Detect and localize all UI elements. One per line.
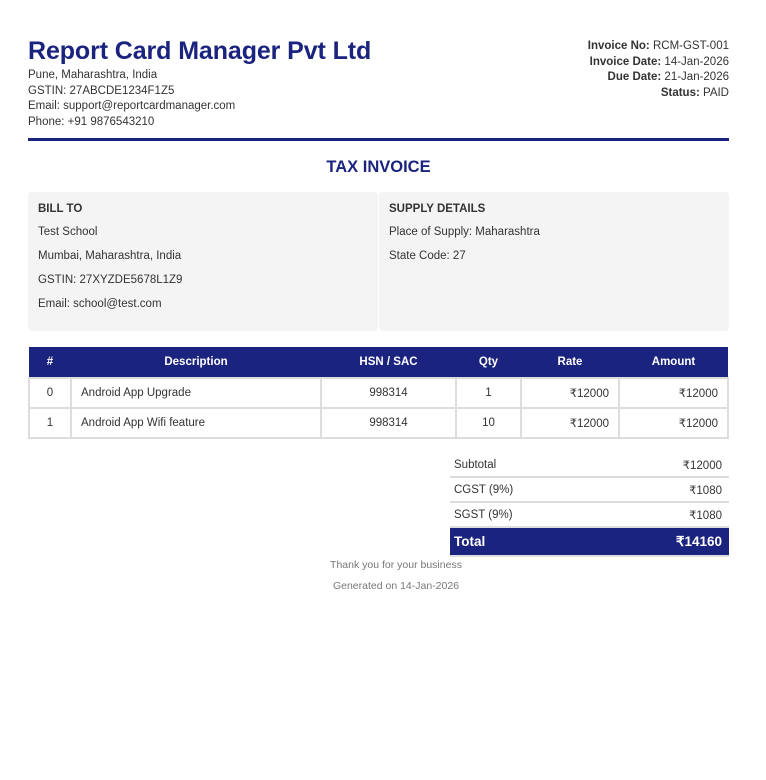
invoice-date <box>588 55 729 71</box>
company-name: Report Card Manager Pvt Ltd <box>28 37 372 65</box>
total-row <box>450 528 729 557</box>
col-index: # <box>29 347 71 378</box>
bill-to-gstin: GSTIN: 27XYZDE5678L1Z9 <box>38 274 183 286</box>
due-date <box>588 70 729 86</box>
invoice-date-label: Invoice Date: <box>589 55 662 68</box>
generated-date: Generated on 14-Jan-2026 <box>332 580 460 592</box>
company-info <box>28 68 235 130</box>
cell-description: Android App Upgrade <box>71 378 321 408</box>
invoice-header <box>28 0 729 141</box>
line-items-table <box>28 347 729 439</box>
subtotal-label: Subtotal <box>454 458 497 471</box>
invoice-number <box>588 39 729 55</box>
company-email: Email: support@reportcardmanager.com <box>28 100 236 112</box>
col-qty: Qty <box>456 347 521 378</box>
document-title: TAX INVOICE <box>326 158 431 176</box>
due-date-label: Due Date: <box>607 71 662 83</box>
supply-heading: SUPPLY DETAILS <box>389 203 486 215</box>
cell-rate: ₹12000 <box>521 378 619 408</box>
table-row <box>29 408 728 438</box>
col-hsn: HSN / SAC <box>321 347 456 378</box>
cell-amount: ₹12000 <box>619 378 728 408</box>
supply-details-panel <box>379 192 729 331</box>
status <box>588 86 729 102</box>
company-address: Pune, Maharashtra, India <box>28 69 158 81</box>
cgst-value: ₹1080 <box>689 484 722 497</box>
totals-summary <box>450 453 729 557</box>
cell-amount: ₹12000 <box>619 408 728 438</box>
invoice-number-label: Invoice No: <box>587 40 650 52</box>
table-row <box>29 378 728 408</box>
bill-to-address: Mumbai, Maharashtra, India <box>38 250 182 262</box>
party-details <box>28 192 729 331</box>
cgst-row <box>450 478 729 503</box>
col-amount: Amount <box>619 347 728 378</box>
place-of-supply: Place of Supply: Maharashtra <box>389 226 540 238</box>
cell-index: 0 <box>29 378 71 408</box>
cell-qty: 10 <box>456 408 521 438</box>
company-phone: Phone: +91 9876543210 <box>28 115 155 128</box>
cell-hsn: 998314 <box>321 408 456 438</box>
status-label: Status: <box>660 86 700 99</box>
col-rate: Rate <box>521 347 619 378</box>
due-date-value: 21-Jan-2026 <box>664 71 729 83</box>
cell-index: 1 <box>29 408 71 438</box>
sgst-row <box>450 503 729 528</box>
thank-you-note: Thank you for your business <box>330 559 462 571</box>
invoice-date-value: 14-Jan-2026 <box>664 55 729 68</box>
company-gstin: GSTIN: 27ABCDE1234F1Z5 <box>28 84 175 97</box>
state-code: State Code: 27 <box>389 250 466 262</box>
invoice-meta <box>588 39 729 101</box>
bill-to-heading: BILL TO <box>38 203 83 215</box>
invoice-page <box>28 0 729 592</box>
bill-to-name: Test School <box>38 226 98 238</box>
bill-to-email: Email: school@test.com <box>38 298 162 310</box>
bill-to-panel <box>28 192 378 331</box>
sgst-value: ₹1080 <box>689 509 722 522</box>
total-label: Total <box>454 534 486 549</box>
cgst-label: CGST (9%) <box>454 483 514 496</box>
total-value: ₹14160 <box>675 533 722 549</box>
sgst-label: SGST (9%) <box>454 508 513 521</box>
cell-qty: 1 <box>456 378 521 408</box>
cell-rate: ₹12000 <box>521 408 619 438</box>
cell-hsn: 998314 <box>321 378 456 408</box>
cell-description: Android App Wifi feature <box>71 408 321 438</box>
table-header-row <box>29 347 728 378</box>
col-description: Description <box>71 347 321 378</box>
subtotal-value: ₹12000 <box>682 459 722 472</box>
subtotal-row <box>450 453 729 478</box>
invoice-number-value: RCM-GST-001 <box>652 40 729 52</box>
status-badge: PAID <box>703 86 729 99</box>
